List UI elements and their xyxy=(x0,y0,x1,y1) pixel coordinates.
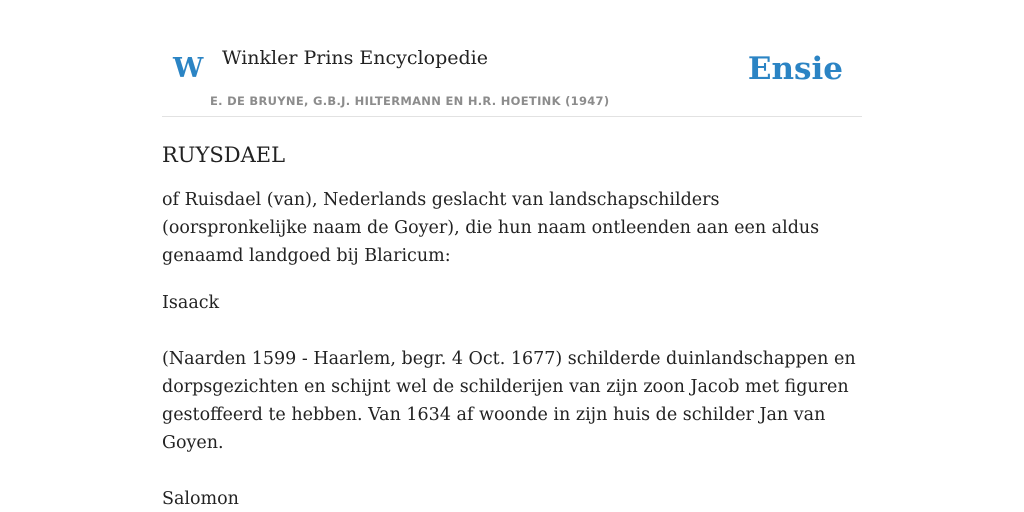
site-header xyxy=(162,0,862,117)
article-intro: of Ruisdael (van), Nederlands geslacht van landschapschilders (oorspronkelijke naam de Goyer), die hun naam ontleenden aan een aldus genaamd landgoed bij Blaricum: xyxy=(162,190,820,266)
winkler-prins-logo[interactable]: W xyxy=(173,53,204,84)
entry-text-isaack: (Naarden 1599 - Haarlem, begr. 4 Oct. 1677) schilderde duinlandschappen en dorpsgezichten en schijnt wel de schilderijen van zijn zoon Jacob met figuren gestoffeerd te hebben. Van 1634 af woonde in zijn huis de schilder Jan van Goyen. xyxy=(162,349,856,453)
article-body xyxy=(162,138,862,512)
ensie-logo[interactable]: Ensie xyxy=(747,51,843,87)
article-headword: RUYSDAEL xyxy=(162,143,286,167)
entry-name-isaack: Isaack xyxy=(162,293,220,313)
book-title-link[interactable]: Winkler Prins Encyclopedie xyxy=(222,47,488,69)
book-authors: E. DE BRUYNE, G.B.J. HILTERMANN EN H.R. HOETINK (1947) xyxy=(210,94,610,108)
entry-name-salomon: Salomon xyxy=(162,489,239,509)
